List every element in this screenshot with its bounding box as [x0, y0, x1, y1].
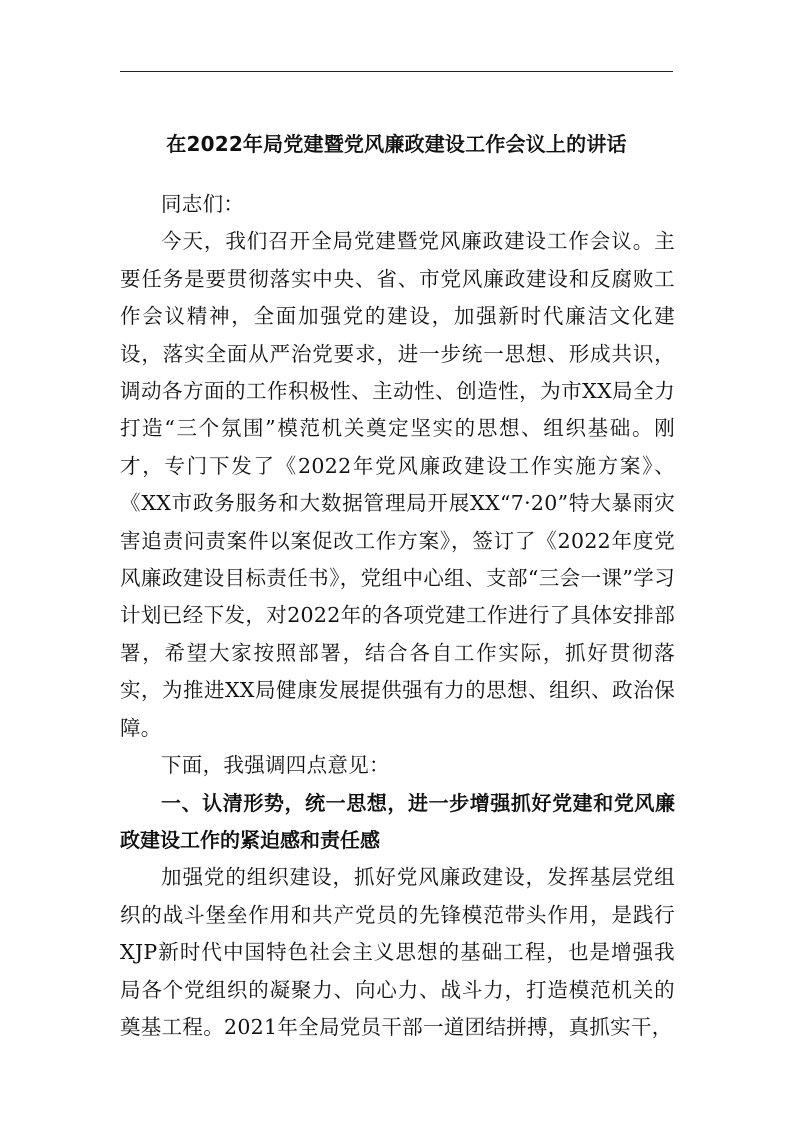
paragraph-section-1: 加强党的组织建设，抓好党风廉政建设，发挥基层党组织的战斗堡垒作用和共产党员的先锋模范带头作用，是践行XJP新时代中国特色社会主义思想的基础工程，也是增强我局各个党组织的凝聚力、向心力、战斗力，打造模范机关的奠基工程。2021年全局党员干部一道团结拼搏，真抓实干，	[120, 865, 675, 1039]
header-rule	[120, 71, 673, 72]
document-body	[120, 186, 675, 1046]
section-heading-1: 一、认清形势，统一思想，进一步增强抓好党建和党风廉政建设工作的紧迫感和责任感	[120, 790, 675, 852]
paragraph-intro: 今天，我们召开全局党建暨党风廉政建设工作会议。主要任务是要贯彻落实中央、省、市党风廉政建设和反腐败工作会议精神，全面加强党的建设，加强新时代廉洁文化建设，落实全面从严治党要求，进一步统一思想、形成共识，调动各方面的工作积极性、主动性、创造性，为市XX局全力打造“三个氛围”模范机关奠定坚实的思想、组织基础。刚才，专门下发了《2022年党风廉政建设工作实施方案》、《XX市政务服务和大数据管理局开展XX“7·20”特大暴雨灾害追责问责案件以案促改工作方案》，签订了《2022年度党风廉政建设目标责任书》，党组中心组、支部“三会一课”学习计划已经下发，对2022年的各项党建工作进行了具体安排部署，希望大家按照部署，结合各自工作实际，抓好贯彻落实，为推进XX局健康发展提供强有力的思想、组织、政治保障。	[120, 229, 675, 740]
salutation: 同志们：	[161, 192, 245, 216]
document-title: 在2022年局党建暨党风廉政建设工作会议上的讲话	[166, 132, 627, 156]
paragraph-transition: 下面，我强调四点意见：	[161, 753, 390, 778]
